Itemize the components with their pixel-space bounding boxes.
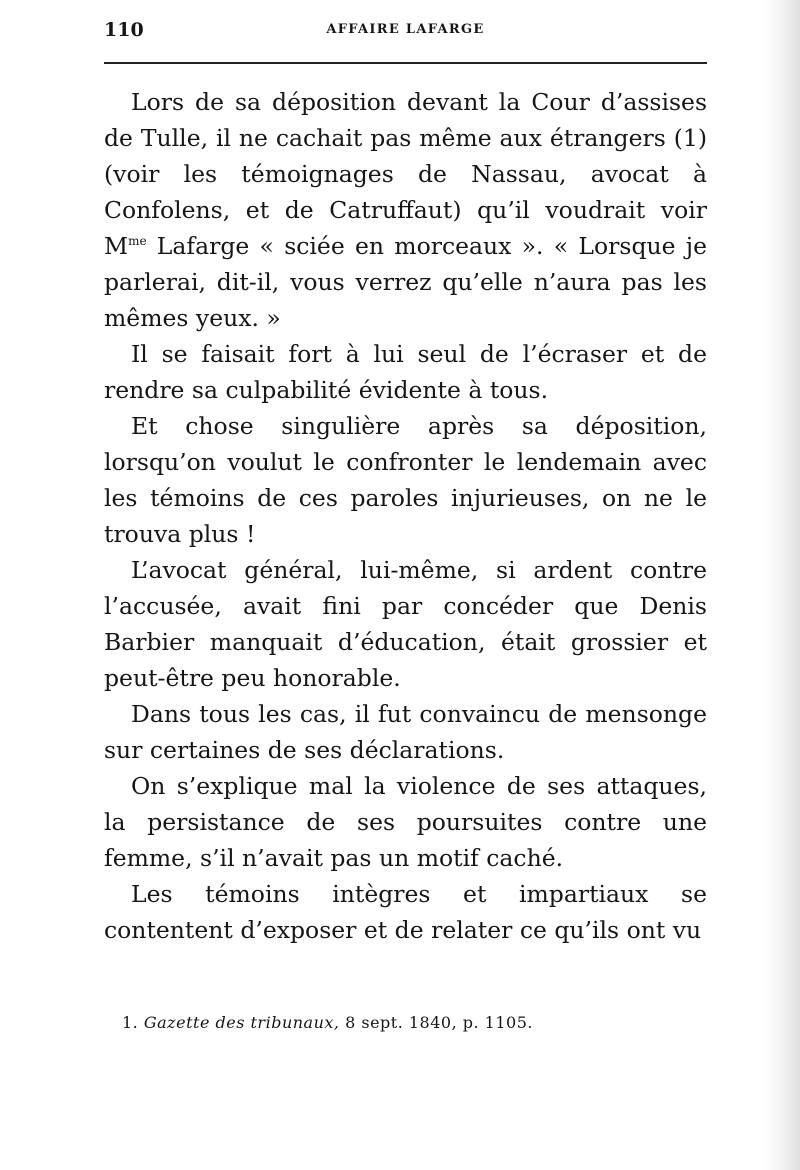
paragraph: Dans tous les cas, il fut convaincu de mensonge sur certaines de ses déclarations. bbox=[104, 700, 707, 764]
footnote-number: 1. bbox=[122, 1013, 139, 1032]
page-header bbox=[104, 14, 707, 46]
header-rule bbox=[104, 62, 707, 64]
paragraph: Lors de sa déposition devant la Cour d’assises de Tulle, il ne cachait pas même aux étrangers (1) (voir les témoignages de Nassau, avocat à Confolens, et de Catruffaut) qu’il voudrait voir $M^{me}$ Lafarge « sciée en morceaux ». « Lorsque je parlerai, dit-il, vous verrez qu’elle n’aura pas les mêmes yeux. » bbox=[104, 88, 707, 332]
footnote-source: Gazette des tribunaux, bbox=[143, 1013, 340, 1032]
footnote bbox=[122, 1012, 707, 1034]
superscript-abbreviation: me bbox=[128, 234, 147, 248]
footnote-details: 8 sept. 1840, p. 1105. bbox=[339, 1013, 533, 1032]
paragraph: Il se faisait fort à lui seul de l’écraser et de rendre sa culpabilité évidente à tous. bbox=[104, 340, 707, 404]
paragraph: Et chose singulière après sa déposition, lorsqu’on voulut le confronter le lendemain avec les témoins de ces paroles injurieuses, on ne le trouva plus ! bbox=[104, 412, 707, 548]
page-edge-shadow bbox=[762, 0, 800, 1170]
paragraph: L’avocat général, lui-même, si ardent contre l’accusée, avait fini par concéder que Denis Barbier manquait d’éducation, était grossier et peut-être peu honorable. bbox=[104, 556, 707, 692]
running-title: AFFAIRE LAFARGE bbox=[326, 22, 485, 37]
paragraph: Les témoins intègres et impartiaux se contentent d’exposer et de relater ce qu’ils ont vu bbox=[104, 880, 707, 944]
body-text bbox=[104, 84, 707, 948]
paragraph: On s’explique mal la violence de ses attaques, la persistance de ses poursuites contre une femme, s’il n’avait pas un motif caché. bbox=[104, 772, 707, 872]
page-number: 110 bbox=[104, 19, 144, 41]
